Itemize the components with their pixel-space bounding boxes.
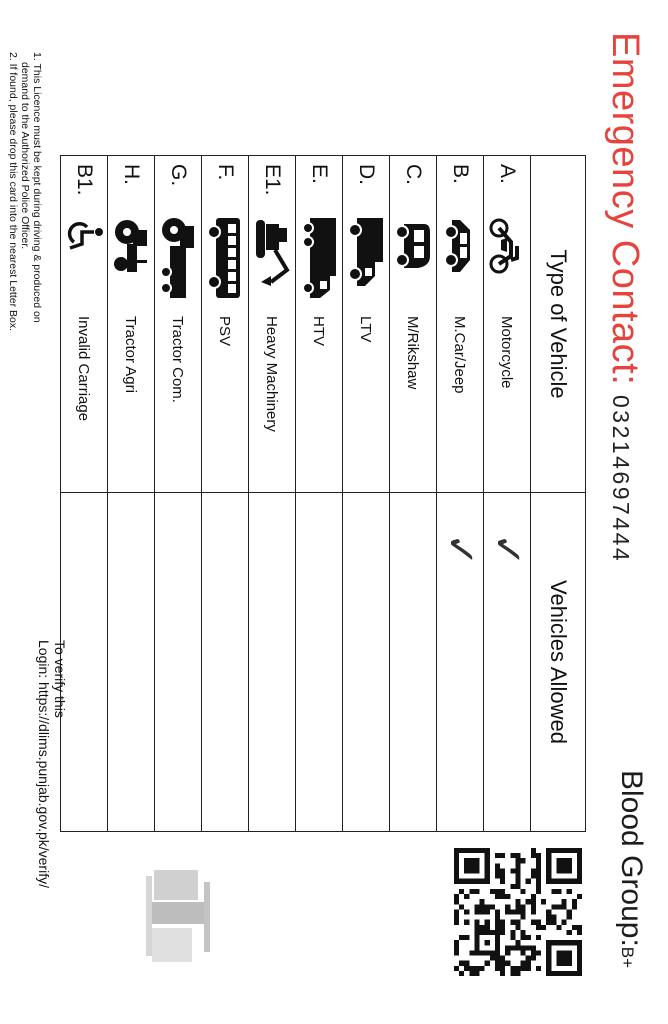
vehicle-row (155, 156, 202, 832)
vehicle-type-cell (484, 156, 531, 493)
vehicle-row (484, 156, 531, 832)
vehicle-row (249, 156, 296, 832)
vehicle-code: E. (308, 164, 331, 184)
qr-code (454, 848, 582, 976)
light-truck-icon (346, 216, 386, 316)
vehicle-row (108, 156, 155, 832)
verify-url: Login: https://dlims.punjab.gov.pk/verify/ (36, 640, 52, 888)
note-line: 1. This Licence must be kept during driving & produced on (31, 52, 43, 323)
vehicle-allowed-cell (437, 493, 484, 832)
rickshaw-icon (393, 216, 433, 316)
motorcycle-icon (487, 216, 527, 316)
vehicle-allowed-cell (484, 493, 531, 832)
vehicle-code: B. (449, 164, 472, 184)
vehicle-type-cell (343, 156, 390, 493)
vehicle-row (343, 156, 390, 832)
vehicle-type-cell (249, 156, 296, 493)
vehicle-allowed-cell (390, 493, 437, 832)
licence-notes (7, 52, 43, 331)
vehicle-code: H. (120, 164, 143, 185)
emergency-contact-number: 03214697444 (608, 395, 634, 564)
emergency-contact-label: Emergency Contact: (604, 32, 646, 386)
vehicles-allowed-header: Vehicles Allowed (531, 493, 586, 832)
blood-group (614, 770, 648, 968)
vehicle-name: Invalid Carriage (75, 316, 93, 422)
car-icon (440, 216, 480, 316)
vehicle-name: LTV (357, 316, 375, 343)
vehicle-name: Motorcycle (498, 316, 516, 389)
vehicle-row (390, 156, 437, 832)
vehicle-code: F. (214, 164, 237, 181)
vehicle-allowed-cell (202, 493, 249, 832)
vehicle-name: Tractor Agri (122, 316, 140, 393)
excavator-icon (252, 216, 292, 316)
tractor-icon (111, 216, 151, 316)
blood-group-value: B+ (618, 946, 637, 969)
note-line: demand to the Authorized Police Officer. (19, 62, 31, 250)
tractor-trailer-icon (158, 216, 198, 316)
check-mark-icon: ✓ (437, 533, 483, 567)
wheelchair-icon (64, 216, 104, 316)
vehicle-type-cell (437, 156, 484, 493)
note-line: 2. If found, please drop this card into the nearest Letter Box. (7, 52, 19, 332)
faded-photo-icon (136, 862, 218, 974)
vehicle-type-cell (202, 156, 249, 493)
vehicle-allowed-cell (343, 493, 390, 832)
vehicle-name: Tractor Com. (169, 316, 187, 403)
vehicle-name: Heavy Machinery (263, 316, 281, 432)
vehicle-allowed-cell (108, 493, 155, 832)
vehicle-allowed-cell (249, 493, 296, 832)
vehicle-code: A. (496, 164, 519, 184)
vehicle-code: D. (355, 164, 378, 185)
bus-icon (205, 216, 245, 316)
vehicle-name: M.Car/Jeep (451, 316, 469, 394)
vehicle-code: C. (402, 164, 425, 185)
vehicle-type-cell (155, 156, 202, 493)
blood-group-label: Blood Group: (615, 770, 648, 947)
vehicle-table (60, 155, 586, 832)
vehicle-type-cell (390, 156, 437, 493)
check-mark-icon: ✓ (484, 533, 530, 567)
vehicle-code: G. (167, 164, 190, 187)
vehicle-name: PSV (216, 316, 234, 347)
vehicle-allowed-cell (296, 493, 343, 832)
vehicle-name: M/Rikshaw (404, 316, 422, 390)
vehicle-name: HTV (310, 316, 328, 346)
heavy-truck-icon (299, 216, 339, 316)
vehicle-row (296, 156, 343, 832)
vehicle-type-cell (61, 156, 108, 493)
verify-text: To verify this (52, 640, 68, 718)
vehicle-row (437, 156, 484, 832)
vehicle-type-cell (296, 156, 343, 493)
vehicle-code: B1. (73, 164, 96, 196)
vehicle-row (202, 156, 249, 832)
vehicle-allowed-cell (155, 493, 202, 832)
type-of-vehicle-header: Type of Vehicle (531, 156, 586, 493)
vehicle-type-cell (108, 156, 155, 493)
verify-info (36, 640, 68, 888)
vehicle-code: E1. (261, 164, 284, 196)
